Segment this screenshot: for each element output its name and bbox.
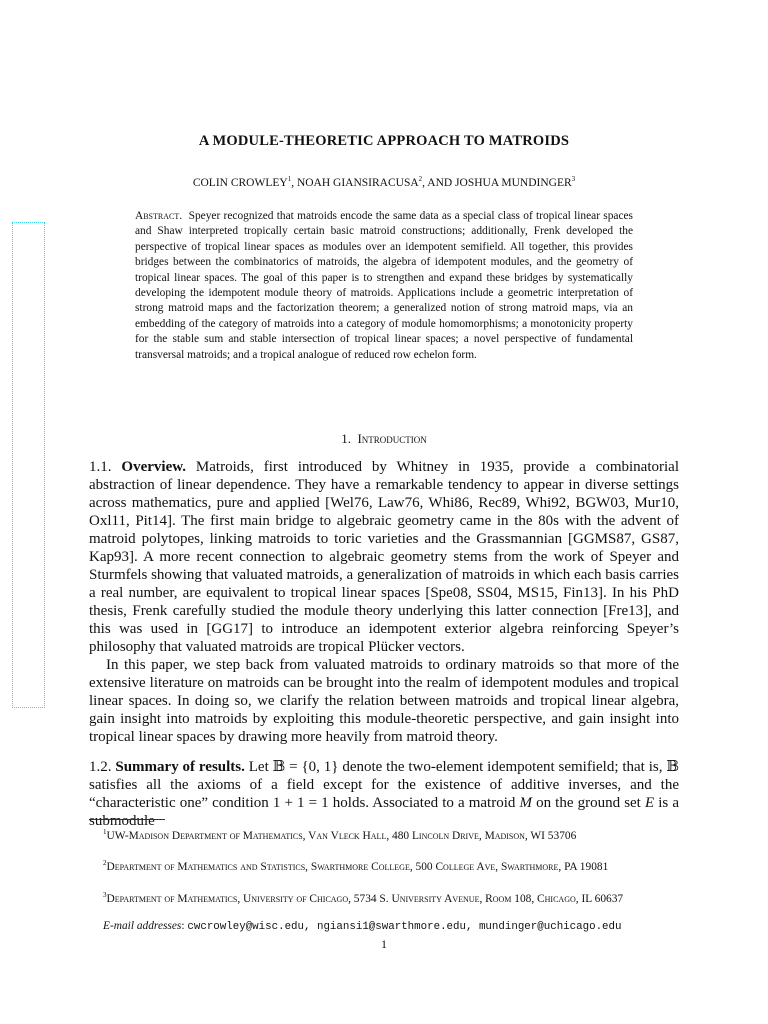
- author-name: , AND JOSHUA MUNDINGER: [422, 176, 572, 189]
- subsection-number: 1.1.: [89, 459, 112, 475]
- author-name: COLIN CROWLEY: [192, 176, 288, 189]
- math-symbol: M: [519, 795, 532, 811]
- paragraph-text: is a submodule: [89, 795, 679, 829]
- email-label: E-mail addresses: [103, 920, 182, 932]
- abstract-text: Speyer recognized that matroids encode the same data as a special class of tropical linear spaces and Shaw interpreted tropically certain basic matroid constructions; additionally, Frenk developed the perspective of tropical linear spaces as modules over an idempotent semifield. All together, this provides bridges between the combinatorics of matroids, the algebra of idempotent modules, and the geometry of tropical linear spaces. The goal of this paper is to strengthen and expand these bridges by systematically developing the idempotent module theory of matroids. Applications include a geometric interpretation of strong matroid maps and the factorization theorem; a generalized notion of strong matroid maps, via an embedding of the category of matroids into a category of module homomorphisms; a monotonicity property for the stable sum and stable intersection of tropical linear spaces; a novel perspective of fundamental transversal matroids; and a tropical analogue of reduced row echelon form.: [135, 210, 633, 361]
- subsection-number: 1.2.: [89, 759, 112, 775]
- summary-paragraph: [89, 758, 679, 830]
- page-number: 1: [381, 937, 387, 951]
- footnote-marker[interactable]: 1: [287, 175, 292, 183]
- footnote-marker: 2: [103, 859, 107, 867]
- footnote-affiliation-1: [89, 825, 679, 844]
- footnote-affiliation-2: [89, 856, 679, 875]
- affiliation-text: Department of Mathematics, University of Chicago, 5734 S. University Avenue, Room 108, Chicago, IL 60637: [106, 892, 624, 905]
- email-addresses[interactable]: cwcrowley@wisc.edu, ngiansi1@swarthmore.edu, mundinger@uchicago.edu: [187, 921, 622, 933]
- annotation-frame: [12, 222, 45, 708]
- footnote-emails: E-mail addresses: cwcrowley@wisc.edu, ngiansi1@swarthmore.edu, mundinger@uchicago.edu: [103, 920, 622, 933]
- section-number: 1.: [341, 431, 351, 446]
- paragraph-text: on the ground set: [531, 795, 645, 811]
- subsection-heading: Summary of results.: [115, 759, 245, 775]
- author-line: [0, 175, 768, 189]
- footnote-marker[interactable]: 2: [418, 175, 423, 183]
- paper-title: A MODULE-THEORETIC APPROACH TO MATROIDS: [198, 133, 570, 149]
- footnote-marker: 3: [103, 891, 107, 899]
- section-title: Introduction: [357, 431, 427, 446]
- affiliation-text: Department of Mathematics and Statistics, Swarthmore College, 500 College Ave, Swarthmore, PA 19081: [106, 860, 609, 873]
- footnote-affiliation-3: [89, 888, 679, 907]
- paragraph-text: Matroids, first introduced by Whitney in 1935, provide a combinatorial abstraction of linear dependence. They have a remarkable tendency to appear in diverse settings across mathematics, pure and applied [Wel76, Law76, Whi86, Rec89, Whi92, BGW03, Mur10, Oxl11, Pit14]. The first main bridge to algebraic geometry came in the 80s with the advent of matroid polytopes, linking matroids to toric varieties and the Grassmannian [GGMS87, GS87, Kap93]. A more recent connection to algebraic geometry stems from the work of Speyer and Sturmfels showing that valuated matroids, a generalization of matroids in which each basis carries a real number, are equivalent to tropical linear spaces [Spe08, SS04, MS15, Fin13]. In his PhD thesis, Frenk carefully studied the module theory underlying this latter connection [Fre13], and this was used in [GG17] to introduce an idempotent exterior algebra reinforcing Speyer’s philosophy that valuated matroids are tropical Plücker vectors.: [89, 459, 679, 655]
- author-name: , NOAH GIANSIRACUSA: [291, 176, 419, 189]
- abstract-label: Abstract.: [135, 210, 183, 222]
- footnote-marker: 1: [103, 828, 107, 836]
- footnote-marker[interactable]: 3: [571, 175, 576, 183]
- paragraph-text: Let 𝔹 = {0, 1} denote the two-element idempotent semifield; that is, 𝔹 satisfies all the axioms of a field except for the existence of additive inverses, and the “characteristic one” condition 1 + 1 = 1 holds. Associated to a matroid: [89, 759, 680, 811]
- overview-paragraph: [89, 458, 679, 656]
- subsection-heading: Overview.: [121, 459, 186, 475]
- section-heading: [0, 431, 768, 447]
- body-paragraph: In this paper, we step back from valuated matroids to ordinary matroids so that more of the extensive literature on matroids can be brought into the realm of idempotent modules and tropical linear spaces. In doing so, we clarify the relation between matroids and tropical linear algebra, gain insight into matroids by exploiting this module-theoretic perspective, and gain insight into tropical linear spaces by drawing more heavily from matroid theory.: [89, 657, 679, 745]
- math-symbol: E: [644, 795, 655, 811]
- footnote-divider: [89, 819, 165, 820]
- abstract: [135, 209, 633, 363]
- affiliation-text: UW-Madison Department of Mathematics, Van Vleck Hall, 480 Lincoln Drive, Madison, WI 53706: [106, 829, 577, 842]
